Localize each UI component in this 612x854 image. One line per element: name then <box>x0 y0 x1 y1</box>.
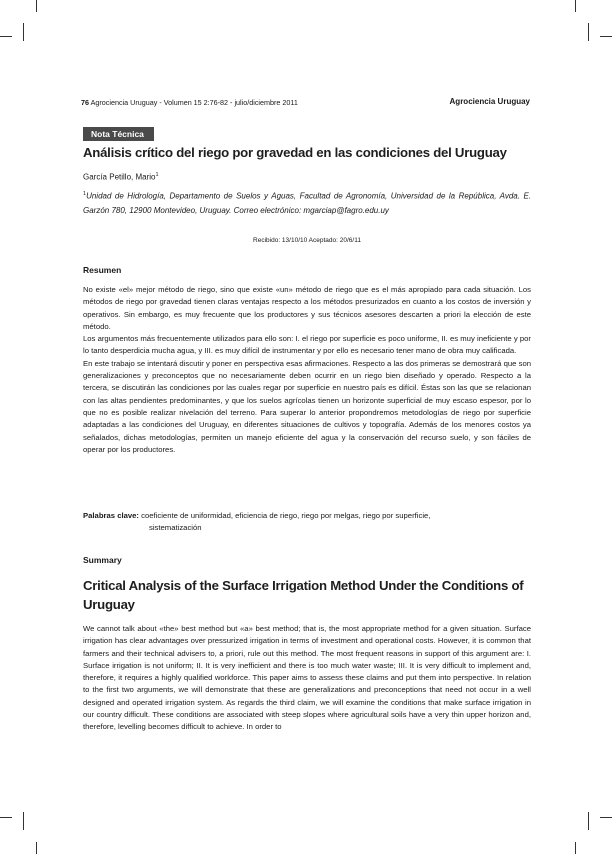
received-accepted-dates: Recibido: 13/10/10 Aceptado: 20/6/11 <box>253 237 361 244</box>
resumen-body <box>83 284 531 456</box>
author-footnote-mark: 1 <box>155 172 159 178</box>
author-line <box>83 172 159 182</box>
crop-mark <box>23 23 24 41</box>
crop-mark <box>600 36 612 37</box>
keywords-label: Palabras clave: <box>83 511 139 520</box>
keywords-line: coeficiente de uniformidad, eficiencia de riego, riego por melgas, riego por superficie, <box>141 511 431 520</box>
crop-mark <box>0 817 12 818</box>
resumen-paragraph: Los argumentos más frecuentemente utilizados para ello son: I. el riego por superficie es poco uniforme, II. es muy ineficiente y por lo tanto desperdicia mucha agua, y III. es muy difícil de instrumentar y por ello es necesario tener mano de obra muy calificada. <box>83 334 531 356</box>
resumen-paragraph: En este trabajo se intentará discutir y poner en perspectiva esas afirmaciones. Respecto a las dos primeras se demostrará que son generalizaciones y preconceptos que no necesariamente deben ocurrir en un riego bien diseñado y operado. Respecto a la tercera, se discutirán las condiciones por las cuales regar por superficie en nuestro país es difícil. Éstas son las que se relacionan con las altas pendientes predominantes, y que los suelos agrícolas tienen un horizonte superficial de muy escaso espesor, por lo que no es posible realizar nivelación del terreno. Para superar lo anterior propondremos metodologías de riego por superficie adaptadas a las condiciones del Uruguay, en diferentes situaciones de cultivos y topografía. Además de los menores costos ya señalados, dichas metodologías, permiten un manejo eficiente del agua y la conservación del recurso suelo, y son fáciles de operar por los productores. <box>83 358 531 454</box>
crop-mark <box>575 842 576 854</box>
summary-paragraph: We cannot talk about «the» best method but «a» best method; that is, the most appropriate method for a given situation. Surface irrigation has clear advantages over pressurized irrigation in terms of investment and operational costs. However, it is common that farmers and their technical advisers to, a priori, rule out this method. The most frequent reasons in support of this argument are: I. Surface irrigation is not uniform; II. It is very inefficient and there is too much water waste; III. It is very difficult to implement and, therefore, it requires a highly qualified workforce. This paper aims to assess these claims and put them into perspective. In relation to the first two arguments, we will demonstrate that these are generalizations and preconceptions that need not occur in a well designed and operated irrigation system. As regards the third claim, we will examine the conditions that make surface irrigation in our country difficult. These conditions are associated with steep slopes where agricultural soils have a very thin upper horizon and, therefore, levelling becomes difficult to achieve. In order to <box>83 624 531 732</box>
section-badge: Nota Técnica <box>83 127 154 141</box>
keywords-line: sistematización <box>149 523 202 533</box>
summary-body <box>83 623 531 734</box>
author-name: García Petillo, Mario <box>83 172 156 182</box>
crop-mark <box>0 36 12 37</box>
crop-mark <box>23 812 24 830</box>
resumen-heading: Resumen <box>83 265 122 275</box>
resumen-paragraph: No existe «el» mejor método de riego, sino que existe «un» método de riego que es el más apropiado para cada situación. Los métodos de riego por gravedad tienen claras ventajas respecto a los métodos presurizados en cuanto a los costos de inversión y operativos. Sin embargo, es muy frecuente que los productores y sus técnicos asesores descarten a priori la elección de este método. <box>83 285 531 331</box>
affiliation-text: Unidad de Hidrología, Departamento de Suelos y Aguas, Facultad de Agronomía, Universidad de la República, Avda. E. Garzón 780, 12900 Montevideo, Uruguay. Correo electrónico: mgarciap@fagro.edu.uy <box>83 191 531 216</box>
affiliation-footnote-mark: 1 <box>83 191 87 197</box>
crop-mark <box>588 812 589 830</box>
summary-heading: Summary <box>83 555 122 565</box>
keywords <box>83 510 531 535</box>
article-title-es: Análisis crítico del riego por gravedad en las condiciones del Uruguay <box>83 145 507 160</box>
page-number: 76 <box>81 98 89 107</box>
crop-mark <box>600 817 612 818</box>
journal-citation: Agrociencia Uruguay - Volumen 15 2:76-82 - julio/diciembre 2011 <box>90 98 298 107</box>
crop-mark <box>36 0 37 12</box>
crop-mark <box>36 842 37 854</box>
crop-mark <box>575 0 576 12</box>
running-header <box>81 98 298 107</box>
crop-mark <box>588 23 589 41</box>
affiliation <box>83 187 531 219</box>
article-title-en: Critical Analysis of the Surface Irrigation Method Under the Conditions of Uruguay <box>83 578 524 612</box>
journal-name: Agrociencia Uruguay <box>449 97 530 106</box>
